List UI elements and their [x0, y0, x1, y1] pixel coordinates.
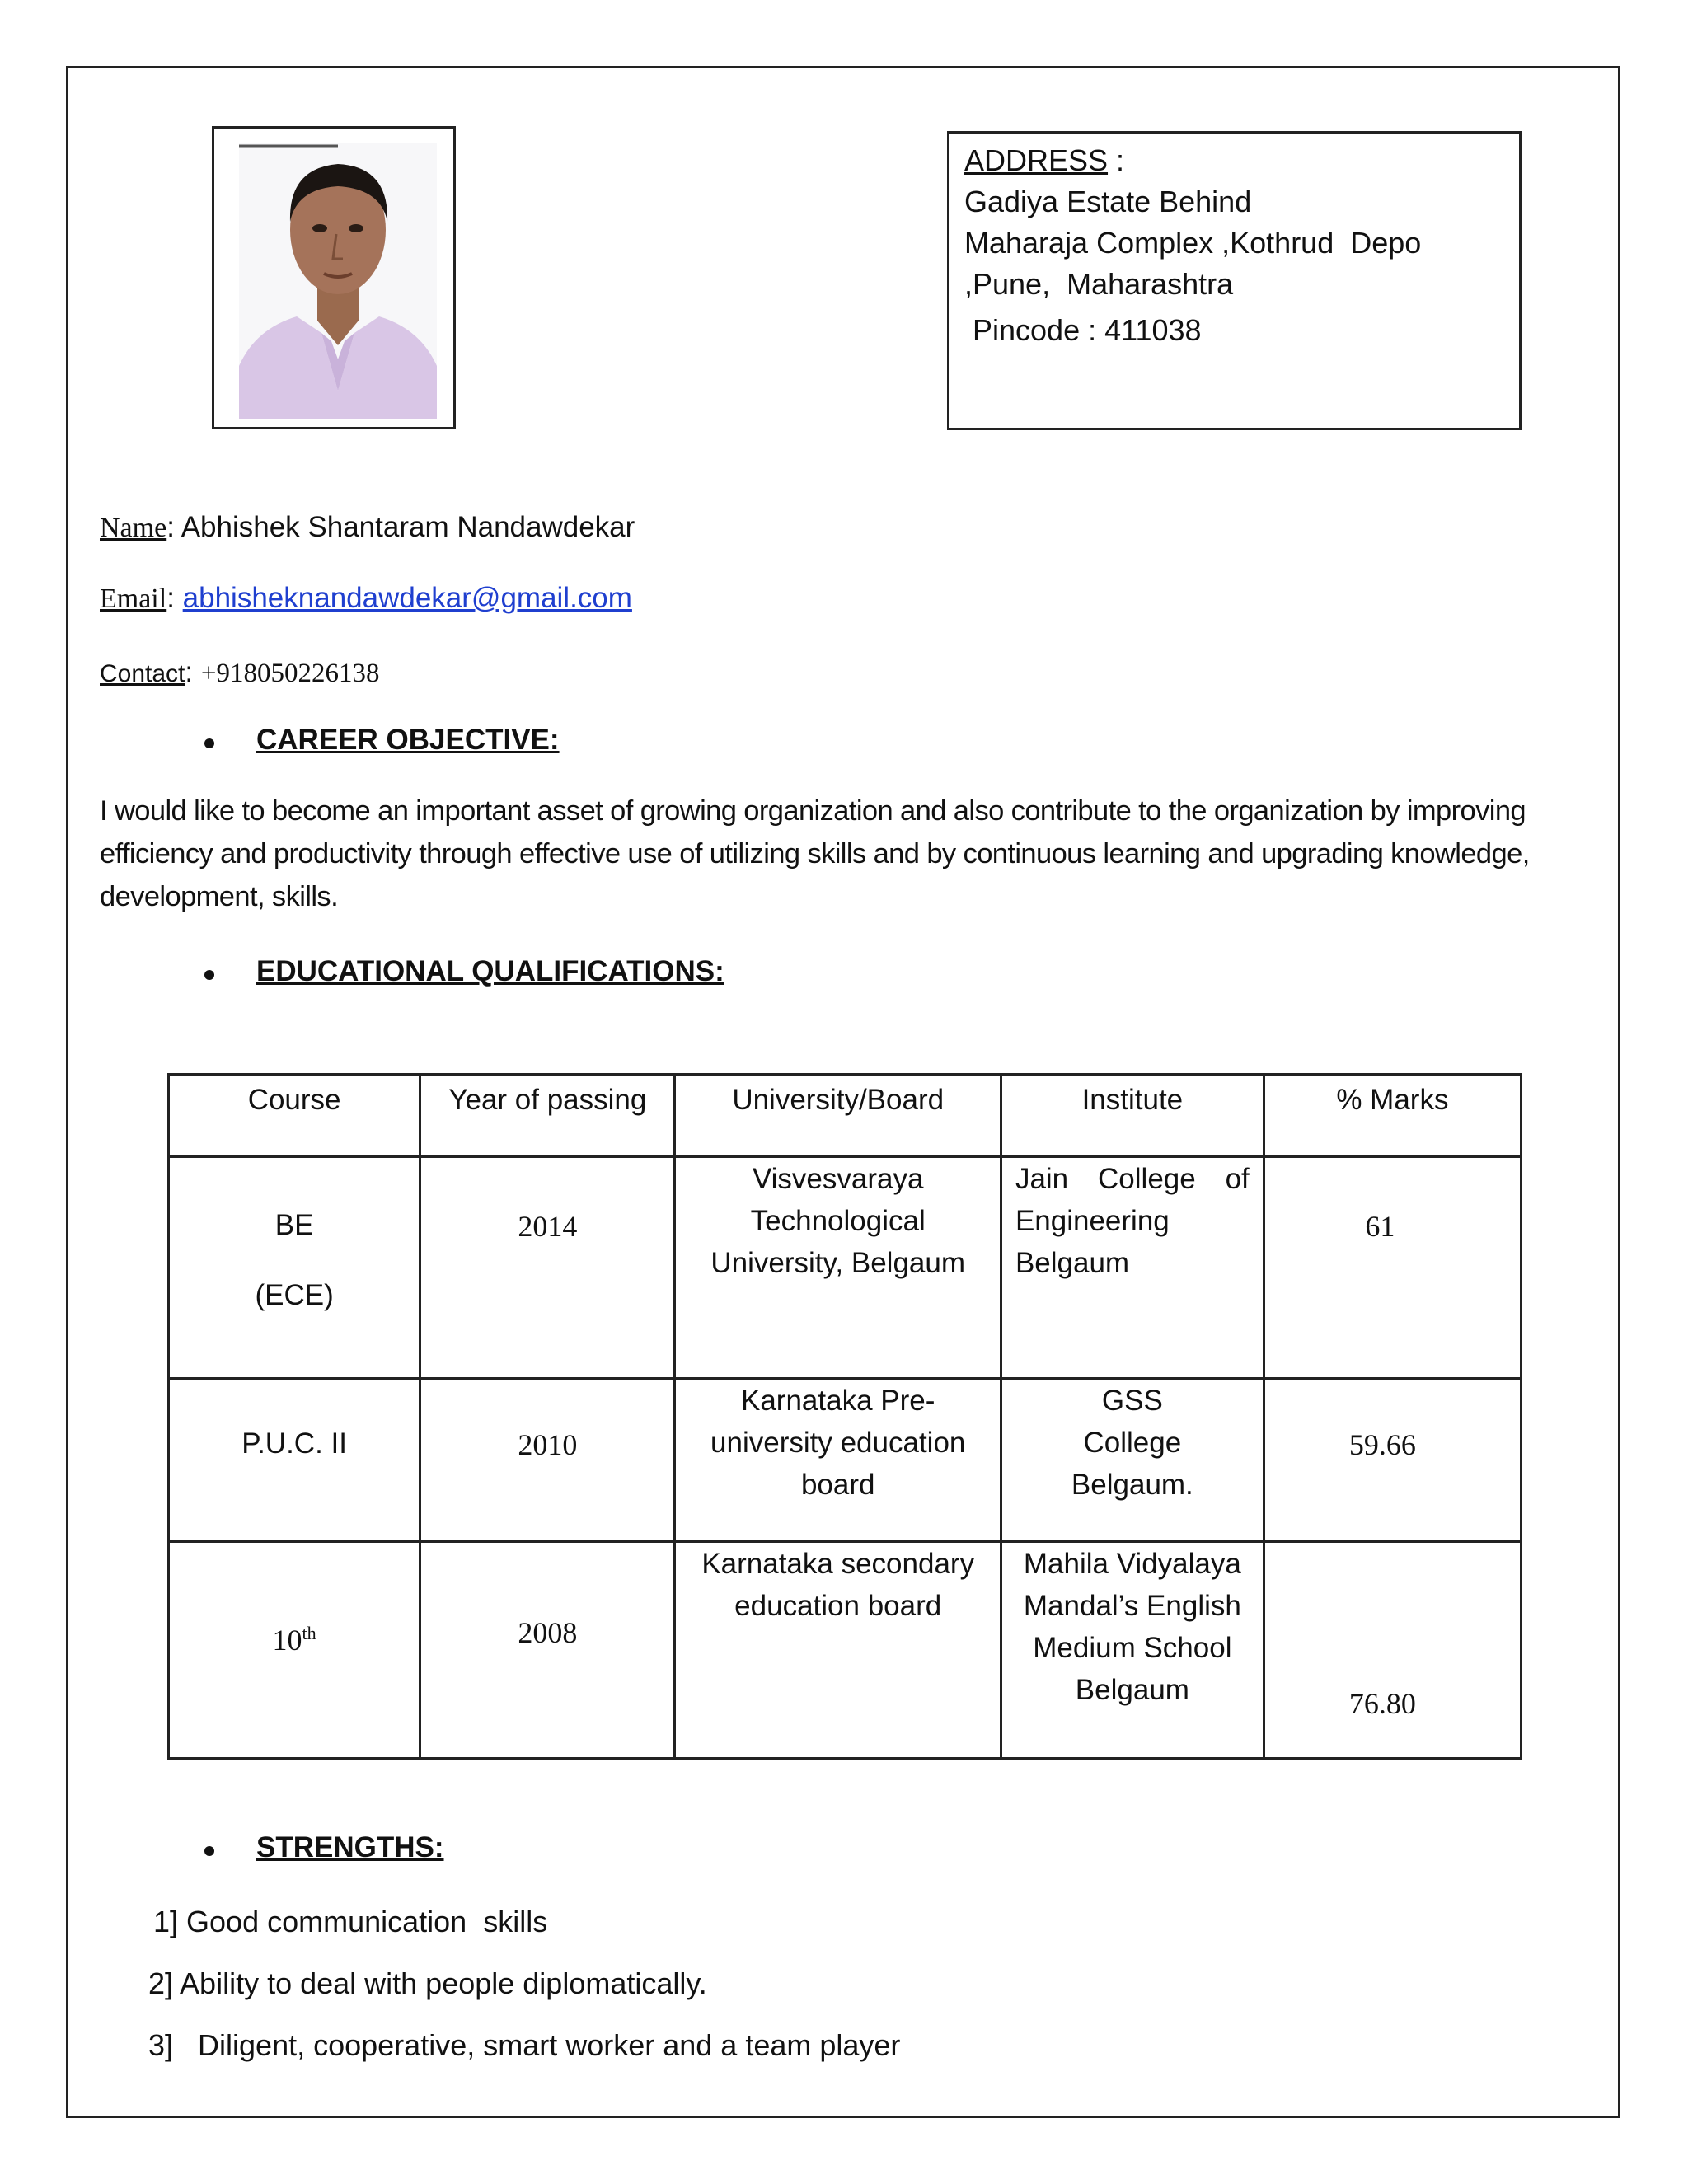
- board-value: Karnataka Pre-university education board: [710, 1385, 966, 1501]
- marks-cell: [1264, 1542, 1521, 1759]
- address-title-row: [964, 140, 1519, 181]
- email-separator: :: [166, 582, 183, 614]
- education-heading: EDUCATIONAL QUALIFICATIONS:: [256, 955, 724, 987]
- address-line-3: ,Pune, Maharashtra: [964, 267, 1234, 301]
- person-photo-icon: [239, 143, 437, 419]
- email-label: Email: [100, 583, 167, 614]
- marks-cell: [1264, 1157, 1521, 1379]
- course-superscript: th: [302, 1623, 316, 1643]
- course-sub: (ECE): [255, 1279, 334, 1311]
- institute-value: Jain College of Engineering Belgaum: [1015, 1163, 1250, 1279]
- institute-value: GSS College Belgaum.: [1071, 1385, 1193, 1501]
- strength-item: 3] Diligent, cooperative, smart worker and a team player: [148, 2028, 901, 2062]
- name-label: Name: [100, 513, 167, 543]
- course-cell: [169, 1542, 420, 1759]
- board-cell: [675, 1379, 1001, 1542]
- contact-value: +918050226138: [200, 658, 380, 688]
- course-name: 10: [272, 1624, 302, 1657]
- strengths-heading: STRENGTHS:: [256, 1831, 444, 1863]
- course-name: P.U.C. II: [241, 1427, 347, 1460]
- year-value: 2010: [518, 1428, 578, 1461]
- year-cell: [420, 1157, 675, 1379]
- bullet-icon: [204, 738, 214, 748]
- board-cell: [675, 1157, 1001, 1379]
- address-title-suffix: :: [1108, 143, 1125, 177]
- contact-line: [100, 656, 379, 689]
- career-objective-text: I would like to become an important asset of growing organization and also contribute to the organization by improving efficiency and productivity through effective use of utilizing skills and by continuous learning and upgrading knowledge, development, skills.: [100, 795, 1530, 912]
- strength-item: 1] Good communication skills: [153, 1905, 548, 1938]
- address-line-1: Gadiya Estate Behind: [964, 185, 1252, 218]
- header-board: University/Board: [675, 1075, 1001, 1157]
- email-line: [100, 582, 632, 615]
- course-cell: [169, 1157, 420, 1379]
- name-line: [100, 511, 635, 544]
- marks-cell: [1264, 1379, 1521, 1542]
- course-name: BE: [274, 1209, 314, 1241]
- year-cell: [420, 1542, 675, 1759]
- name-value: : Abhishek Shantaram Nandawdekar: [166, 511, 635, 543]
- year-cell: [420, 1379, 675, 1542]
- board-value: Visvesvaraya Technological University, Belgaum: [710, 1163, 966, 1279]
- address-box: [947, 131, 1522, 430]
- contact-label: Contact: [100, 660, 185, 687]
- year-value: 2014: [518, 1210, 578, 1243]
- institute-value: Mahila Vidyalaya Mandal’s English Medium School Belgaum: [1023, 1548, 1241, 1706]
- bullet-icon: [204, 1846, 214, 1856]
- institute-cell: [1001, 1542, 1264, 1759]
- marks-value: 59.66: [1348, 1428, 1416, 1461]
- bullet-icon: [204, 970, 214, 980]
- email-link[interactable]: abhisheknandawdekar@gmail.com: [182, 582, 632, 614]
- profile-photo: [212, 126, 456, 429]
- header-institute: Institute: [1001, 1075, 1264, 1157]
- board-value: Karnataka secondary education board: [701, 1548, 975, 1622]
- year-value: 2008: [518, 1616, 578, 1649]
- institute-cell: [1001, 1157, 1264, 1379]
- course-cell: [169, 1379, 420, 1542]
- table-row: [169, 1542, 1522, 1759]
- board-cell: [675, 1542, 1001, 1759]
- contact-separator: :: [185, 656, 201, 688]
- header-year: Year of passing: [420, 1075, 675, 1157]
- education-table: [167, 1073, 1522, 1760]
- address-title: ADDRESS: [964, 143, 1109, 177]
- header-marks: % Marks: [1264, 1075, 1521, 1157]
- institute-cell: [1001, 1379, 1264, 1542]
- marks-value: 76.80: [1348, 1687, 1416, 1720]
- address-line-2: Maharaja Complex ,Kothrud Depo: [964, 226, 1422, 260]
- header-course: Course: [169, 1075, 420, 1157]
- table-header-row: [169, 1075, 1522, 1157]
- address-pincode: Pincode : 411038: [973, 313, 1202, 347]
- career-objective-heading: CAREER OBJECTIVE:: [256, 724, 560, 756]
- marks-value: 61: [1365, 1210, 1395, 1243]
- table-row: [169, 1157, 1522, 1379]
- table-row: [169, 1379, 1522, 1542]
- strength-item: 2] Ability to deal with people diplomatically.: [148, 1966, 707, 2000]
